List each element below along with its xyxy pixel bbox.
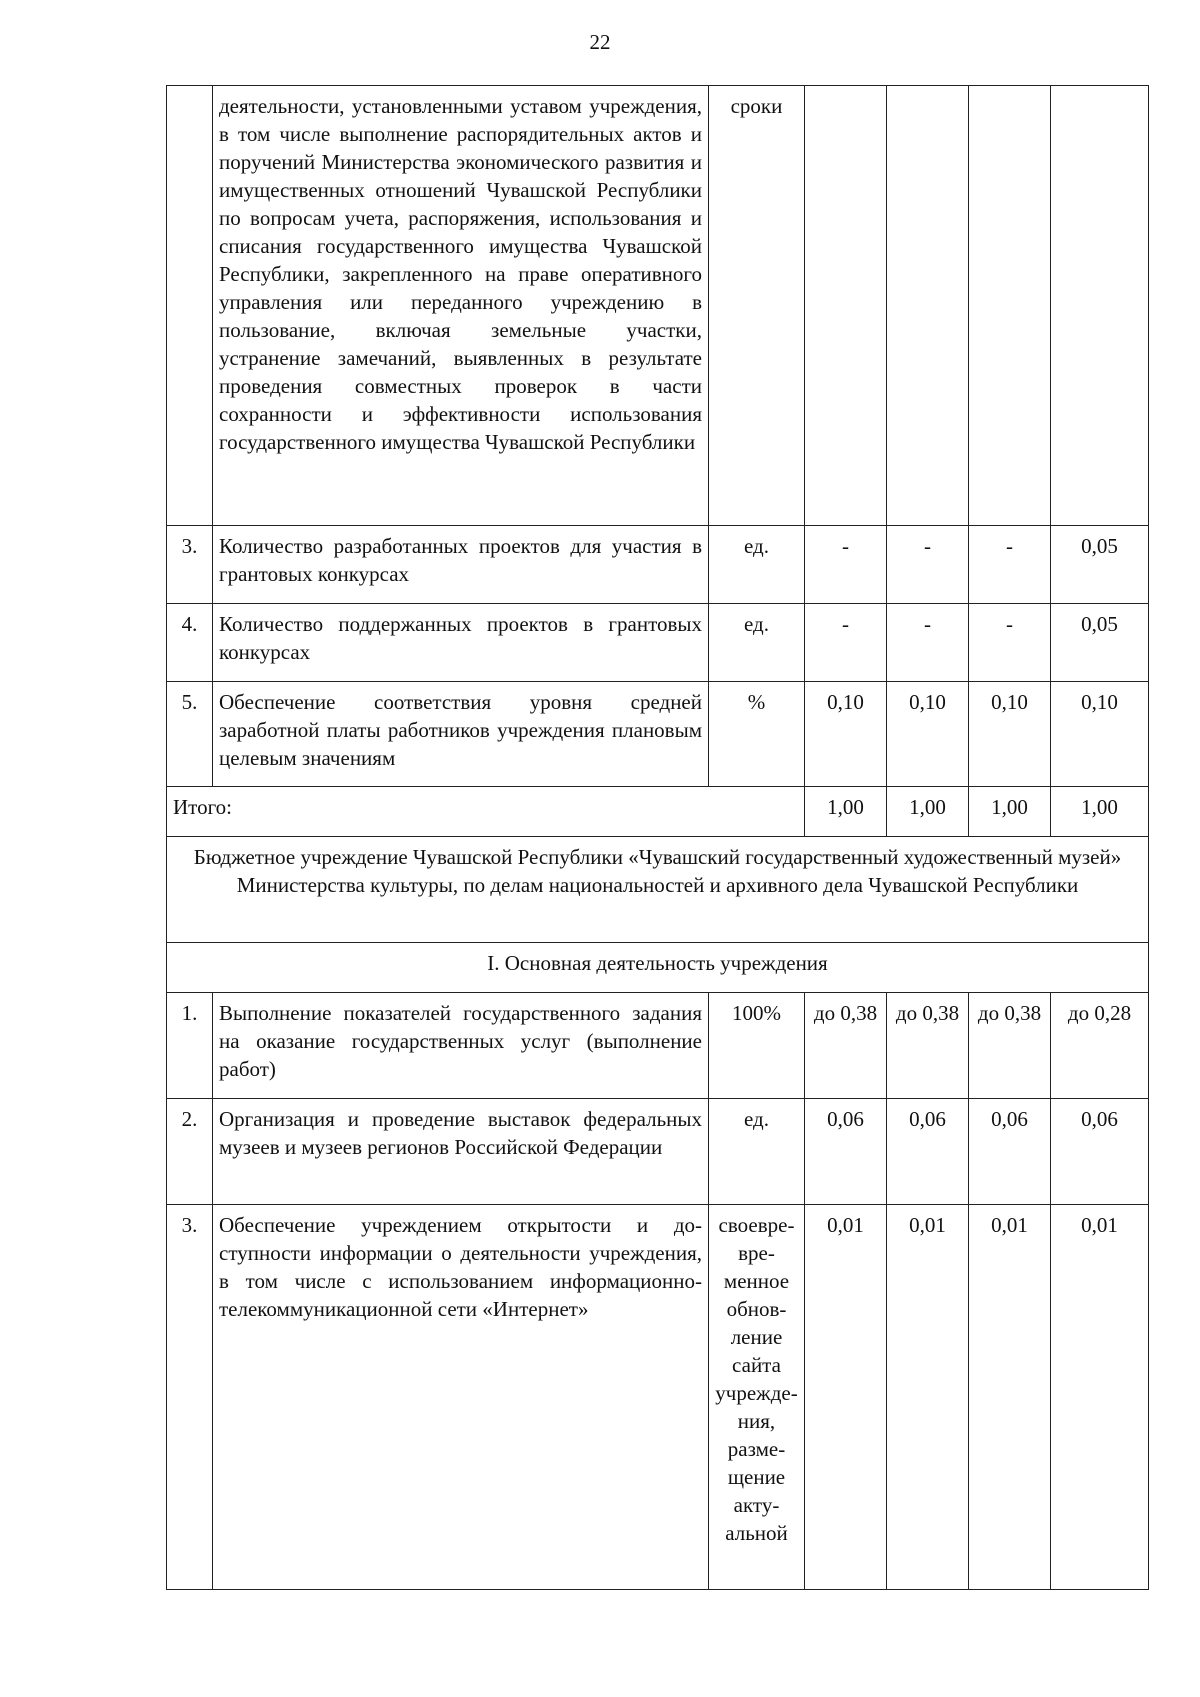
total-row (167, 787, 1149, 837)
value-cell: 0,05 (1051, 604, 1149, 682)
value-cell: 0,05 (1051, 526, 1149, 604)
value-cell (805, 86, 887, 526)
value-cell: 0,01 (805, 1205, 887, 1590)
unit-cell: ед. (709, 604, 805, 682)
page-number: 22 (589, 30, 611, 54)
unit-cell: своевревременное обновление сайта учреждения, размещение актуальной (709, 1205, 805, 1590)
value-cell: - (969, 526, 1051, 604)
unit-cell: ед. (709, 526, 805, 604)
organization-row (167, 837, 1149, 943)
indicator-description: Количество разработанных проектов для участия в грантовых конкурсах (213, 526, 709, 604)
value-cell: до 0,28 (1051, 993, 1149, 1099)
value-cell: 0,06 (805, 1099, 887, 1205)
total-value: 1,00 (887, 787, 969, 837)
row-number: 4. (167, 604, 213, 682)
section-heading: I. Основная деятельность учреждения (167, 943, 1149, 993)
value-cell: 0,10 (887, 682, 969, 787)
value-cell (969, 86, 1051, 526)
value-cell: - (805, 526, 887, 604)
value-cell (1051, 86, 1149, 526)
total-label: Итого: (167, 787, 805, 837)
total-value: 1,00 (1051, 787, 1149, 837)
indicator-description: Выполнение показателей государственного задания на оказание государственных услуг (выполнение работ) (213, 993, 709, 1099)
table-row (167, 993, 1149, 1099)
value-cell: - (805, 604, 887, 682)
table-row (167, 1099, 1149, 1205)
section-row (167, 943, 1149, 993)
value-cell: до 0,38 (969, 993, 1051, 1099)
row-number: 3. (167, 526, 213, 604)
row-number: 5. (167, 682, 213, 787)
unit-cell: 100% (709, 993, 805, 1099)
table-row (167, 86, 1149, 526)
value-cell: 0,10 (969, 682, 1051, 787)
unit-cell: ед. (709, 1099, 805, 1205)
total-value: 1,00 (969, 787, 1051, 837)
value-cell: 0,01 (969, 1205, 1051, 1590)
indicator-description: Организация и проведение выставок федеральных музеев и музеев регионов Российской Федерации (213, 1099, 709, 1205)
unit-cell: сроки (709, 86, 805, 526)
table-row (167, 604, 1149, 682)
indicator-description: Обеспечение соответствия уровня средней заработной платы работников учреждения плановым целевым значениям (213, 682, 709, 787)
indicator-description: Количество поддержанных проектов в грантовых конкурсах (213, 604, 709, 682)
row-number: 2. (167, 1099, 213, 1205)
table-row (167, 682, 1149, 787)
table-row (167, 526, 1149, 604)
value-cell: 0,10 (1051, 682, 1149, 787)
value-cell: 0,01 (887, 1205, 969, 1590)
indicator-description: Обеспечение учреждением открытости и доступности информации о деятельности учреждения, в том числе с использованием информационно-телекоммуникационной сети «Интернет» (213, 1205, 709, 1590)
value-cell: 0,01 (1051, 1205, 1149, 1590)
table-row (167, 1205, 1149, 1590)
value-cell: - (887, 526, 969, 604)
organization-heading: Бюджетное учреждение Чувашской Республики «Чувашский государственный художественный музей» Министерства культуры, по делам национальностей и архивного дела Чувашской Республики (167, 837, 1149, 943)
unit-cell: % (709, 682, 805, 787)
value-cell: - (887, 604, 969, 682)
indicators-table (166, 85, 1149, 1590)
value-cell: 0,06 (969, 1099, 1051, 1205)
value-cell: до 0,38 (887, 993, 969, 1099)
row-number: 1. (167, 993, 213, 1099)
row-number-cell (167, 86, 213, 526)
value-cell: 0,06 (1051, 1099, 1149, 1205)
row-number: 3. (167, 1205, 213, 1590)
value-cell: до 0,38 (805, 993, 887, 1099)
value-cell: 0,06 (887, 1099, 969, 1205)
value-cell (887, 86, 969, 526)
value-cell: 0,10 (805, 682, 887, 787)
value-cell: - (969, 604, 1051, 682)
indicator-description: деятельности, установленными уставом учреждения, в том числе выполнение распорядительных актов и поручений Министерства экономического развития и имущественных отношений Чувашской Республики по вопросам учета, распоряжения, использования и списания государственного имущества Чувашской Республики, закрепленного на праве оперативного управления или переданного учреждению в пользование, включая земельные участки, устранение замечаний, выявленных в результате проведения совместных проверок в части сохранности и эффективности использования государственного имущества Чувашской Республики (213, 86, 709, 526)
total-value: 1,00 (805, 787, 887, 837)
